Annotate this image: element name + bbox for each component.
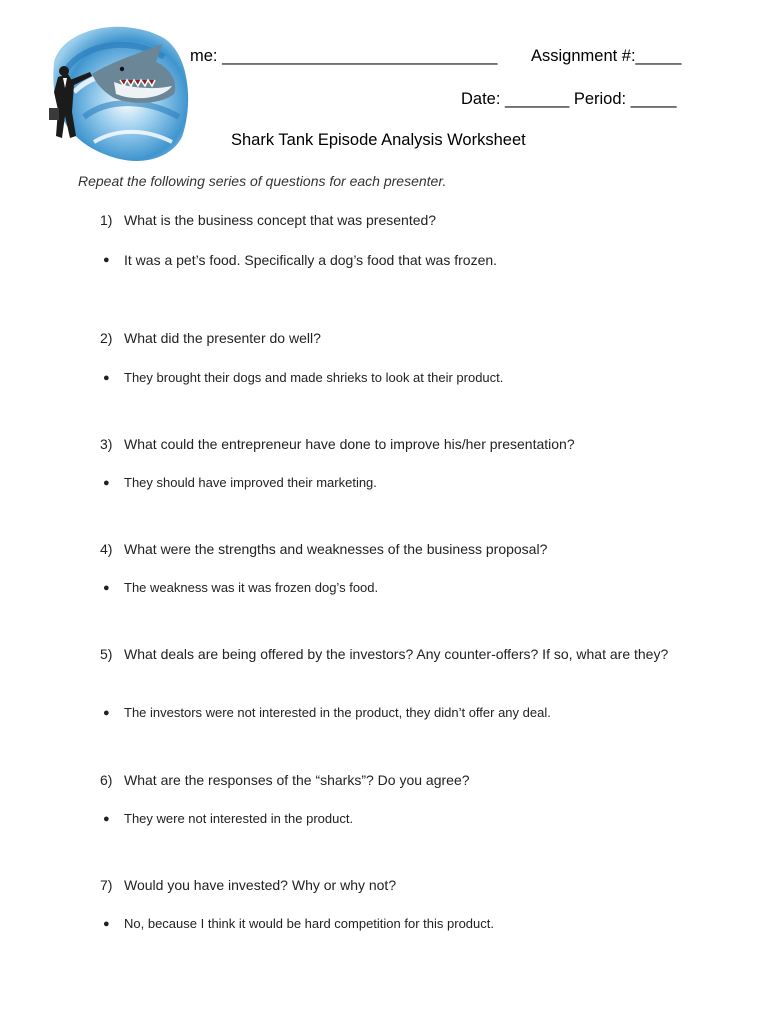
answer-text: It was a pet’s food. Specifically a dog’s food that was frozen.	[124, 252, 498, 268]
bullet-icon: ●	[103, 477, 110, 489]
question-item	[100, 434, 680, 454]
name-field-label: me: ______________________________	[190, 47, 498, 65]
answer-item	[100, 251, 680, 269]
question-text: What could the entrepreneur have done to improve his/her presentation?	[124, 436, 575, 452]
instruction-text: Repeat the following series of questions for each presenter.	[78, 173, 447, 189]
question-text: What are the responses of the “sharks”? Do you agree?	[124, 772, 470, 788]
answer-text: They brought their dogs and made shrieks to look at their product.	[124, 370, 504, 385]
question-text: What is the business concept that was presented?	[124, 212, 437, 228]
question-text: What did the presenter do well?	[124, 330, 321, 346]
answer-item	[100, 369, 680, 387]
shark-businessman-clipart	[44, 22, 190, 164]
answer-text: They should have improved their marketing.	[124, 475, 377, 490]
question-item	[100, 644, 680, 664]
question-number: 7)	[100, 877, 113, 893]
answer-item	[100, 915, 680, 933]
bullet-icon: ●	[103, 582, 110, 594]
question-text: What deals are being offered by the investors? Any counter-offers? If so, what are they?	[124, 646, 669, 662]
question-number: 6)	[100, 772, 113, 788]
bullet-icon: ●	[103, 707, 110, 719]
date-period-label: Date: _______ Period: _____	[461, 90, 677, 108]
question-text: What were the strengths and weaknesses of the business proposal?	[124, 541, 548, 557]
bullet-icon: ●	[103, 813, 110, 825]
bullet-icon: ●	[103, 254, 110, 266]
answer-text: The investors were not interested in the product, they didn’t offer any deal.	[124, 705, 551, 720]
answer-item	[100, 474, 680, 492]
question-item	[100, 328, 680, 348]
question-text: Would you have invested? Why or why not?	[124, 877, 397, 893]
question-item	[100, 875, 680, 895]
answer-text: They were not interested in the product.	[124, 811, 354, 826]
assignment-number-label: Assignment #:_____	[531, 47, 682, 65]
answer-text: No, because I think it would be hard competition for this product.	[124, 916, 494, 931]
question-number: 2)	[100, 330, 113, 346]
question-number: 3)	[100, 436, 113, 452]
question-item	[100, 210, 680, 230]
bullet-icon: ●	[103, 918, 110, 930]
answer-item	[100, 810, 680, 828]
answer-item	[100, 579, 680, 597]
answer-text: The weakness was it was frozen dog’s food.	[124, 580, 379, 595]
question-item	[100, 770, 680, 790]
question-number: 5)	[100, 646, 113, 662]
answer-item	[100, 704, 680, 722]
bullet-icon: ●	[103, 372, 110, 384]
question-item	[100, 539, 680, 559]
question-number: 4)	[100, 541, 113, 557]
question-number: 1)	[100, 212, 113, 228]
page-title: Shark Tank Episode Analysis Worksheet	[231, 131, 526, 149]
